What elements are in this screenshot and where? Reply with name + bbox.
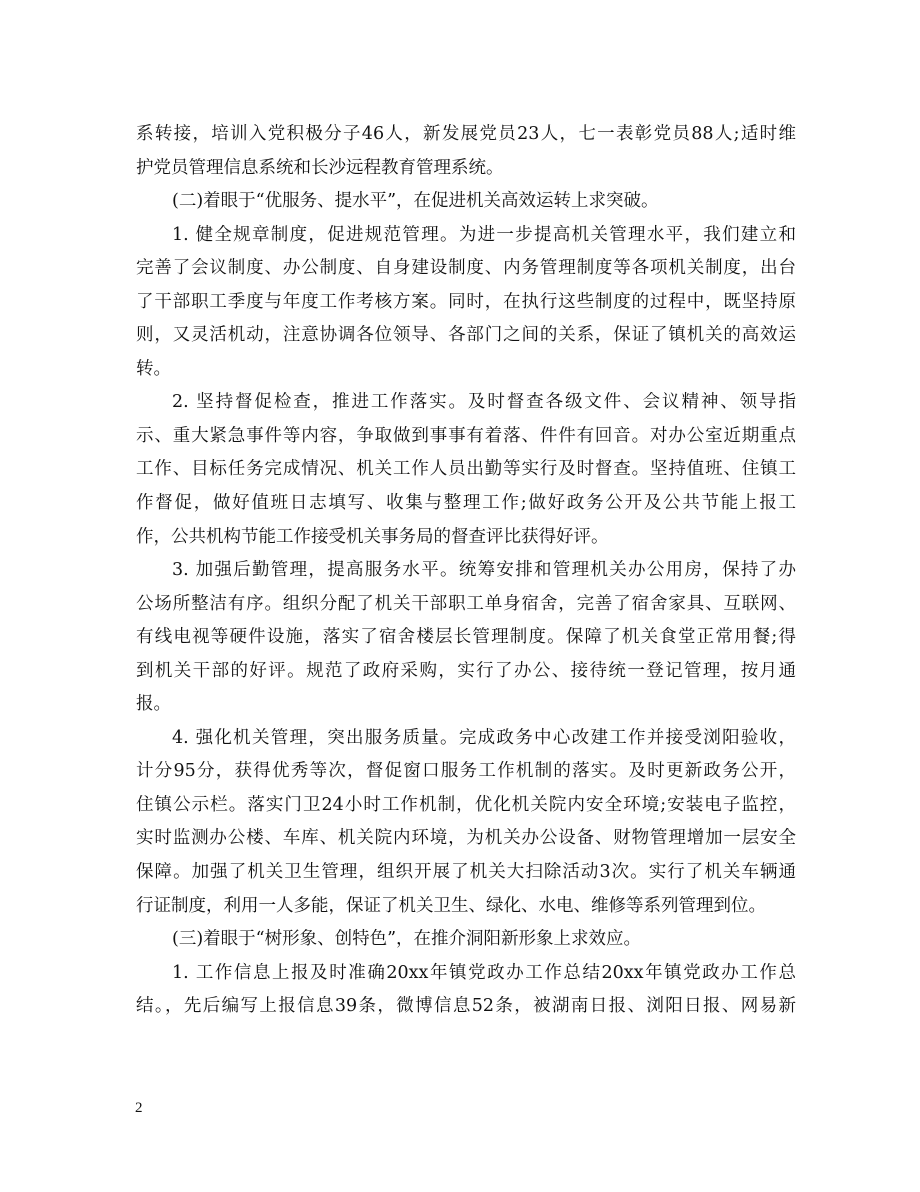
text-line: 住镇公示栏。落实门卫24小时工作机制，优化机关院内安全环境;安装电子监控， bbox=[136, 794, 796, 815]
text-line: 转。 bbox=[136, 358, 171, 379]
text-line: 护党员管理信息系统和长沙远程教育管理系统。 bbox=[136, 157, 504, 178]
text-line: 公场所整洁有序。组织分配了机关干部职工单身宿舍，完善了宿舍家具、互联网、 bbox=[136, 593, 796, 614]
paragraph-start: 3. 加强后勤管理，提高服务水平。统筹安排和管理机关办公用房，保持了办 bbox=[172, 560, 796, 581]
text-line: 完善了会议制度、办公制度、自身建设制度、内务管理制度等各项机关制度，出台 bbox=[136, 258, 796, 279]
text-line: 系转接，培训入党积极分子46人，新发展党员23人，七一表彰党员88人;适时维 bbox=[136, 124, 796, 144]
paragraph-start: 1. 工作信息上报及时准确20xx年镇党政办工作总结20xx年镇党政办工作总 bbox=[172, 962, 796, 983]
text-line: 结。，先后编写上报信息39条，微博信息52条，被湖南日报、浏阳日报、网易新 bbox=[136, 996, 796, 1017]
text-line: 则，又灵活机动，注意协调各位领导、各部门之间的关系，保证了镇机关的高效运 bbox=[136, 325, 796, 346]
text-line: 作，公共机构节能工作接受机关事务局的督查评比获得好评。 bbox=[136, 526, 609, 547]
text-line: 了干部职工季度与年度工作考核方案。同时，在执行这些制度的过程中，既坚持原 bbox=[136, 291, 796, 312]
text-line: 工作、目标任务完成情况、机关工作人员出勤等实行及时督查。坚持值班、住镇工 bbox=[136, 459, 796, 480]
text-line: 到机关干部的好评。规范了政府采购，实行了办公、接待统一登记管理，按月通 bbox=[136, 660, 796, 681]
page-number: 2 bbox=[135, 1100, 143, 1116]
text-line: 示、重大紧急事件等内容，争取做到事事有着落、件件有回音。对办公室近期重点 bbox=[136, 425, 796, 446]
text-line: 行证制度，利用一人多能，保证了机关卫生、绿化、水电、维修等系列管理到位。 bbox=[136, 895, 766, 916]
text-line: 计分95分，获得优秀等次，督促窗口服务工作机制的落实。及时更新政务公开， bbox=[136, 761, 796, 782]
text-line: 保障。加强了机关卫生管理，组织开展了机关大扫除活动3次。实行了机关车辆通 bbox=[136, 862, 796, 883]
paragraph-start: 2. 坚持督促检查，推进工作落实。及时督查各级文件、会议精神、领导指 bbox=[172, 392, 796, 413]
text-line: 有线电视等硬件设施，落实了宿舍楼层长管理制度。保障了机关食堂正常用餐;得 bbox=[136, 627, 796, 648]
document-body bbox=[136, 118, 796, 1024]
section-heading: (三)着眼于“树形象、创特色”，在推介洞阳新形象上求效应。 bbox=[172, 929, 642, 950]
text-line: 实时监测办公楼、车库、机关院内环境，为机关办公设备、财物管理增加一层安全 bbox=[136, 828, 796, 849]
section-heading: (二)着眼于“优服务、提水平”，在促进机关高效运转上求突破。 bbox=[172, 191, 659, 212]
paragraph-start: 4. 强化机关管理，突出服务质量。完成政务中心改建工作并接受浏阳验收， bbox=[172, 727, 796, 748]
text-line: 报。 bbox=[136, 694, 171, 715]
paragraph-start: 1. 健全规章制度，促进规范管理。为进一步提高机关管理水平，我们建立和 bbox=[172, 224, 796, 245]
text-line: 作督促，做好值班日志填写、收集与整理工作;做好政务公开及公共节能上报工 bbox=[136, 493, 796, 514]
